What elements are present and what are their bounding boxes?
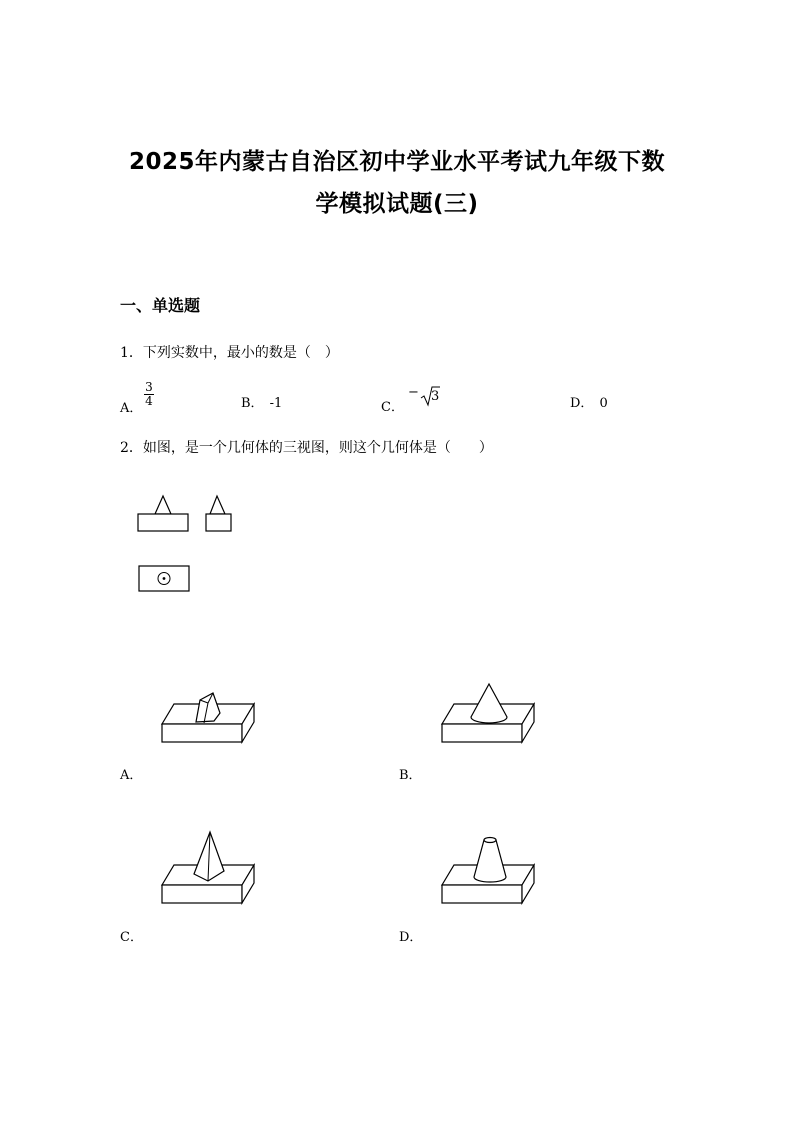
- q1-option-c-label: C．: [381, 400, 404, 415]
- q2-option-a-label: A．: [120, 768, 143, 783]
- q1-option-b[interactable]: [241, 392, 282, 411]
- q1-option-b-label: B．: [241, 396, 264, 411]
- q2-option-b-figure[interactable]: [438, 682, 540, 748]
- fraction-denominator: 4: [145, 394, 153, 408]
- q2-option-d-figure[interactable]: [438, 829, 540, 909]
- q1-option-a-label: A．: [120, 401, 143, 416]
- q2-option-a-figure[interactable]: [158, 682, 260, 748]
- front-view-figure: [135, 493, 191, 535]
- q2-option-c-figure[interactable]: [158, 829, 260, 909]
- question-1-stem: 1．下列实数中，最小的数是（ ）: [120, 345, 339, 361]
- radicand: 3: [431, 389, 440, 404]
- question-2-stem: 2．如图，是一个几何体的三视图，则这个几何体是（ ）: [120, 440, 493, 456]
- side-view-figure: [203, 493, 235, 535]
- q1-option-c[interactable]: [381, 396, 410, 415]
- q2-option-b-label: B．: [399, 768, 422, 783]
- q1-option-d-value: 0: [599, 396, 608, 411]
- document-title-line-1: 2025年内蒙古自治区初中学业水平考试九年级下数: [128, 149, 665, 175]
- top-view-figure: [136, 563, 194, 595]
- q2-option-c-label: C．: [120, 930, 143, 945]
- fraction-numerator: 3: [145, 380, 153, 394]
- q1-option-b-value: -1: [269, 396, 283, 411]
- minus-sign: −: [408, 385, 419, 400]
- section-heading: 一、单选题: [120, 296, 201, 315]
- document-title-line-2: 学模拟试题(三): [315, 191, 479, 217]
- q1-option-d[interactable]: [570, 392, 608, 411]
- q1-option-d-label: D．: [570, 396, 594, 411]
- q2-option-d-label: D．: [399, 930, 423, 945]
- q1-option-a-fraction: [144, 381, 154, 408]
- q1-option-c-value: [408, 385, 440, 404]
